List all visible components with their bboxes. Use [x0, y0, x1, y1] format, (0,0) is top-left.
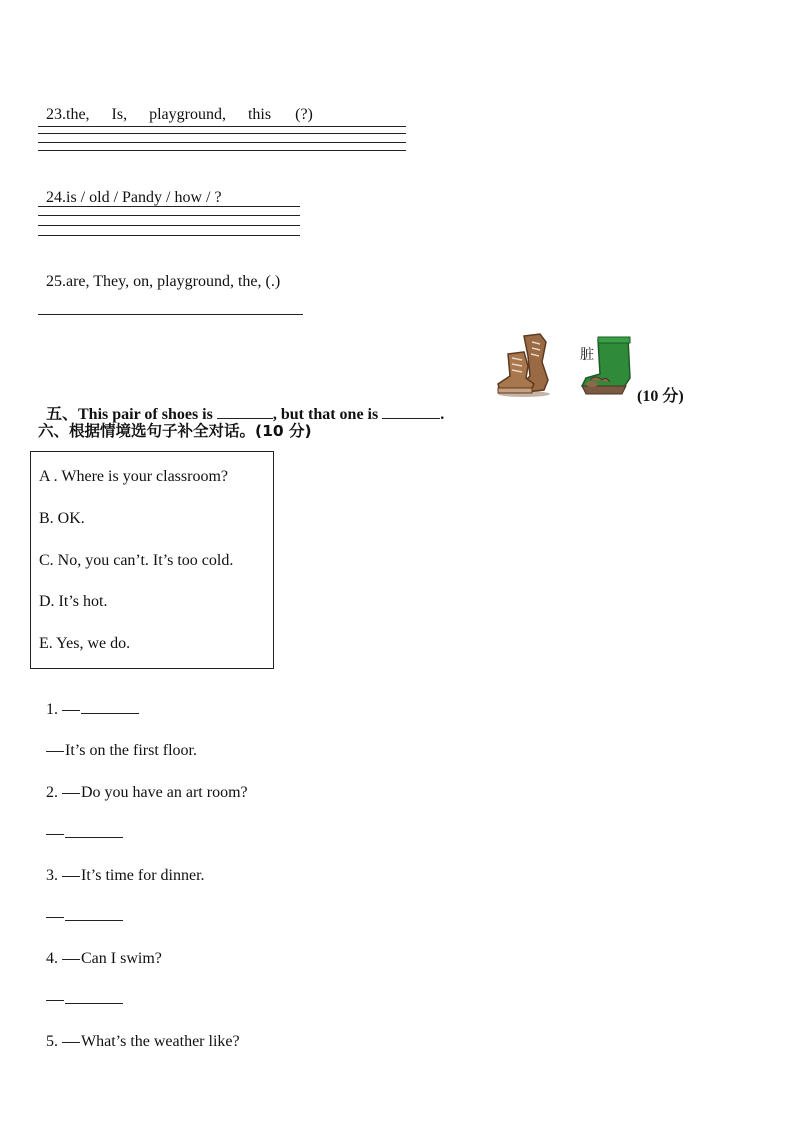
q23-answer-line-2[interactable] [38, 133, 406, 134]
q24-number: 24. [46, 189, 66, 206]
q23-word-3: playground, [149, 106, 226, 123]
dialogue-dash [62, 793, 80, 794]
dialogue-2-question [38, 766, 248, 802]
dialogue-1-reply [38, 724, 197, 760]
dialogue-3-number: 3. [46, 867, 62, 884]
section5-middle: , but that one is [272, 406, 383, 423]
q23-prompt [38, 88, 313, 124]
q23-answer-line-4[interactable] [38, 150, 406, 151]
section5-sentence [38, 383, 444, 424]
dialogue-dash [46, 834, 64, 835]
option-b: B. OK. [39, 510, 85, 527]
q25-number: 25. [46, 273, 66, 290]
q24-answer-line-3[interactable] [38, 225, 300, 226]
dialogue-1-question [38, 683, 139, 719]
dialogue-4-question [38, 932, 162, 968]
dialogue-dash [62, 876, 80, 877]
dialogue-5-question [38, 1015, 240, 1051]
q24-answer-line-1[interactable] [38, 206, 300, 207]
q23-number: 23. [46, 106, 66, 123]
dialogue-2-reply [38, 807, 123, 843]
section6-title: 六、根据情境选句子补全对话。(10 分) [38, 422, 312, 440]
q23-answer-line-3[interactable] [38, 142, 406, 143]
section5-prefix: 五、This pair of shoes is [46, 406, 217, 423]
q24-answer-line-4[interactable] [38, 235, 300, 236]
q25-answer-line[interactable] [38, 314, 303, 315]
dialogue-4-number: 4. [46, 950, 62, 967]
section5-suffix: . [440, 406, 445, 423]
dialogue-4-reply [38, 973, 123, 1009]
dialogue-1-number: 1. [46, 701, 62, 718]
dialogue-dash [62, 1042, 80, 1043]
dialogue-dash [62, 710, 80, 711]
dialogue-2-number: 2. [46, 784, 62, 801]
dialogue-3-question [38, 849, 205, 885]
dialogue-2-text: Do you have an art room? [81, 784, 248, 801]
dialogue-4-text: Can I swim? [81, 950, 162, 967]
dialogue-2-blank[interactable] [65, 837, 123, 838]
option-c: C. No, you can’t. It’s too cold. [39, 552, 234, 569]
dialogue-dash [46, 1000, 64, 1001]
q23-word-5: (?) [295, 106, 313, 123]
dialogue-1-blank[interactable] [81, 713, 139, 714]
dialogue-3-blank[interactable] [65, 920, 123, 921]
option-d: D. It’s hot. [39, 593, 108, 610]
dialogue-dash [62, 959, 80, 960]
dialogue-5-text: What’s the weather like? [81, 1033, 240, 1050]
dialogue-dash [46, 751, 64, 752]
q24-answer-line-2[interactable] [38, 215, 300, 216]
q25-text: are, They, on, playground, the, (.) [66, 273, 281, 290]
options-box [30, 451, 274, 669]
q23-word-4: this [247, 106, 272, 123]
brown-boots-icon [494, 332, 554, 398]
green-boot-label: 脏 [580, 347, 594, 363]
dialogue-4-blank[interactable] [65, 1003, 123, 1004]
q25-prompt [38, 255, 280, 291]
q23-word-2: Is, [111, 106, 128, 123]
q23-answer-line-1[interactable] [38, 126, 406, 127]
green-rain-boot-icon [576, 334, 634, 398]
dialogue-dash [46, 917, 64, 918]
section5-blank-2[interactable] [382, 418, 440, 419]
option-e: E. Yes, we do. [39, 635, 131, 652]
q24-prompt [38, 171, 222, 207]
dialogue-1-reply-text: It’s on the first floor. [65, 742, 197, 759]
section5-score: (10 分) [637, 388, 684, 405]
option-a: A . Where is your classroom? [39, 468, 228, 485]
dialogue-5-number: 5. [46, 1033, 62, 1050]
dialogue-3-text: It’s time for dinner. [81, 867, 205, 884]
q23-word-1: the, [66, 106, 90, 123]
dialogue-3-reply [38, 890, 123, 926]
q24-text: is / old / Pandy / how / ? [66, 189, 222, 206]
